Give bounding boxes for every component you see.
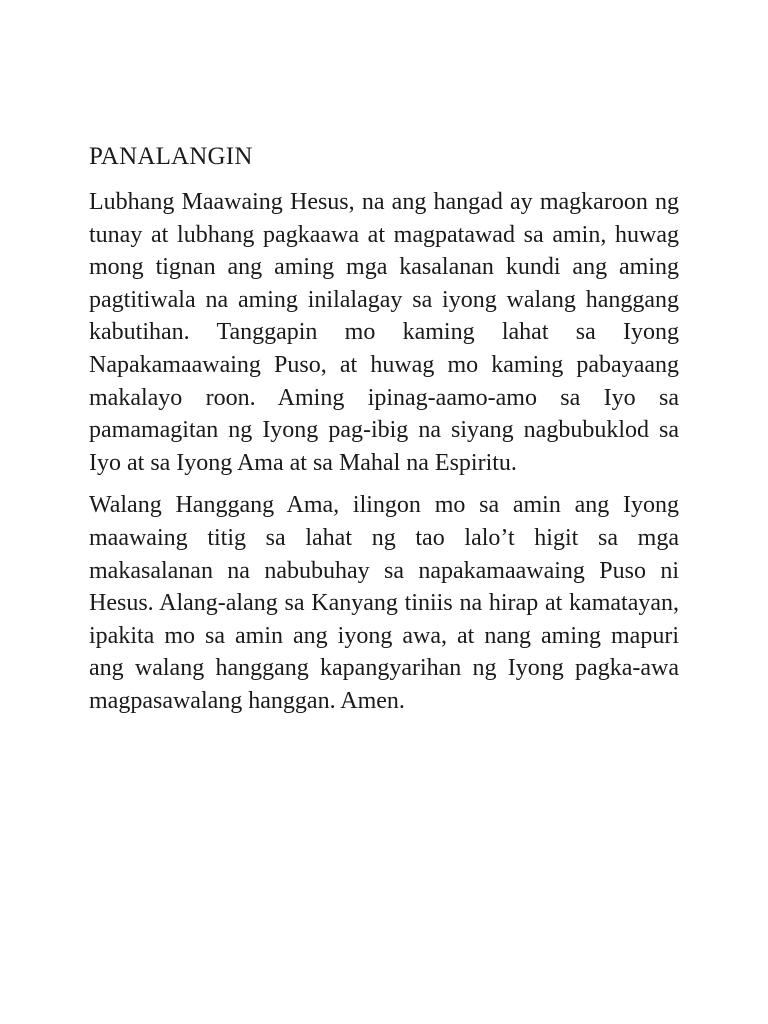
paragraph-1: Lubhang Maawaing Hesus, na ang hangad ay magkaroon ng tunay at lubhang pagkaawa at magpatawad sa amin, huwag mong tignan ang aming mga kasalanan kundi ang aming pagtitiwala na aming inilalagay sa iyong walang hanggang kabutihan. Tanggapin mo kaming lahat sa Iyong Napakamaawaing Puso, at huwag mo kaming pabayaang makalayo roon. Aming ipinag-aamo-amo sa Iyo sa pamamagitan ng Iyong pag-ibig na siyang nagbubuklod sa Iyo at sa Iyong Ama at sa Mahal na Espiritu.: [89, 189, 691, 476]
document-title: PANALANGIN: [89, 143, 253, 170]
paragraph-2: Walang Hanggang Ama, ilingon mo sa amin ang Iyong maawaing titig sa lahat ng tao lalo’t higit sa mga makasalanan na nabubuhay sa napakamaawaing Puso ni Hesus. Alang-alang sa Kanyang tiniis na hirap at kamatayan, ipakita mo sa amin ang iyong awa, at nang aming mapuri ang walang hanggang kapangyarihan ng Iyong pagka-awa magpasawalang hanggan. Amen.: [89, 492, 685, 714]
document-body: [89, 140, 691, 728]
